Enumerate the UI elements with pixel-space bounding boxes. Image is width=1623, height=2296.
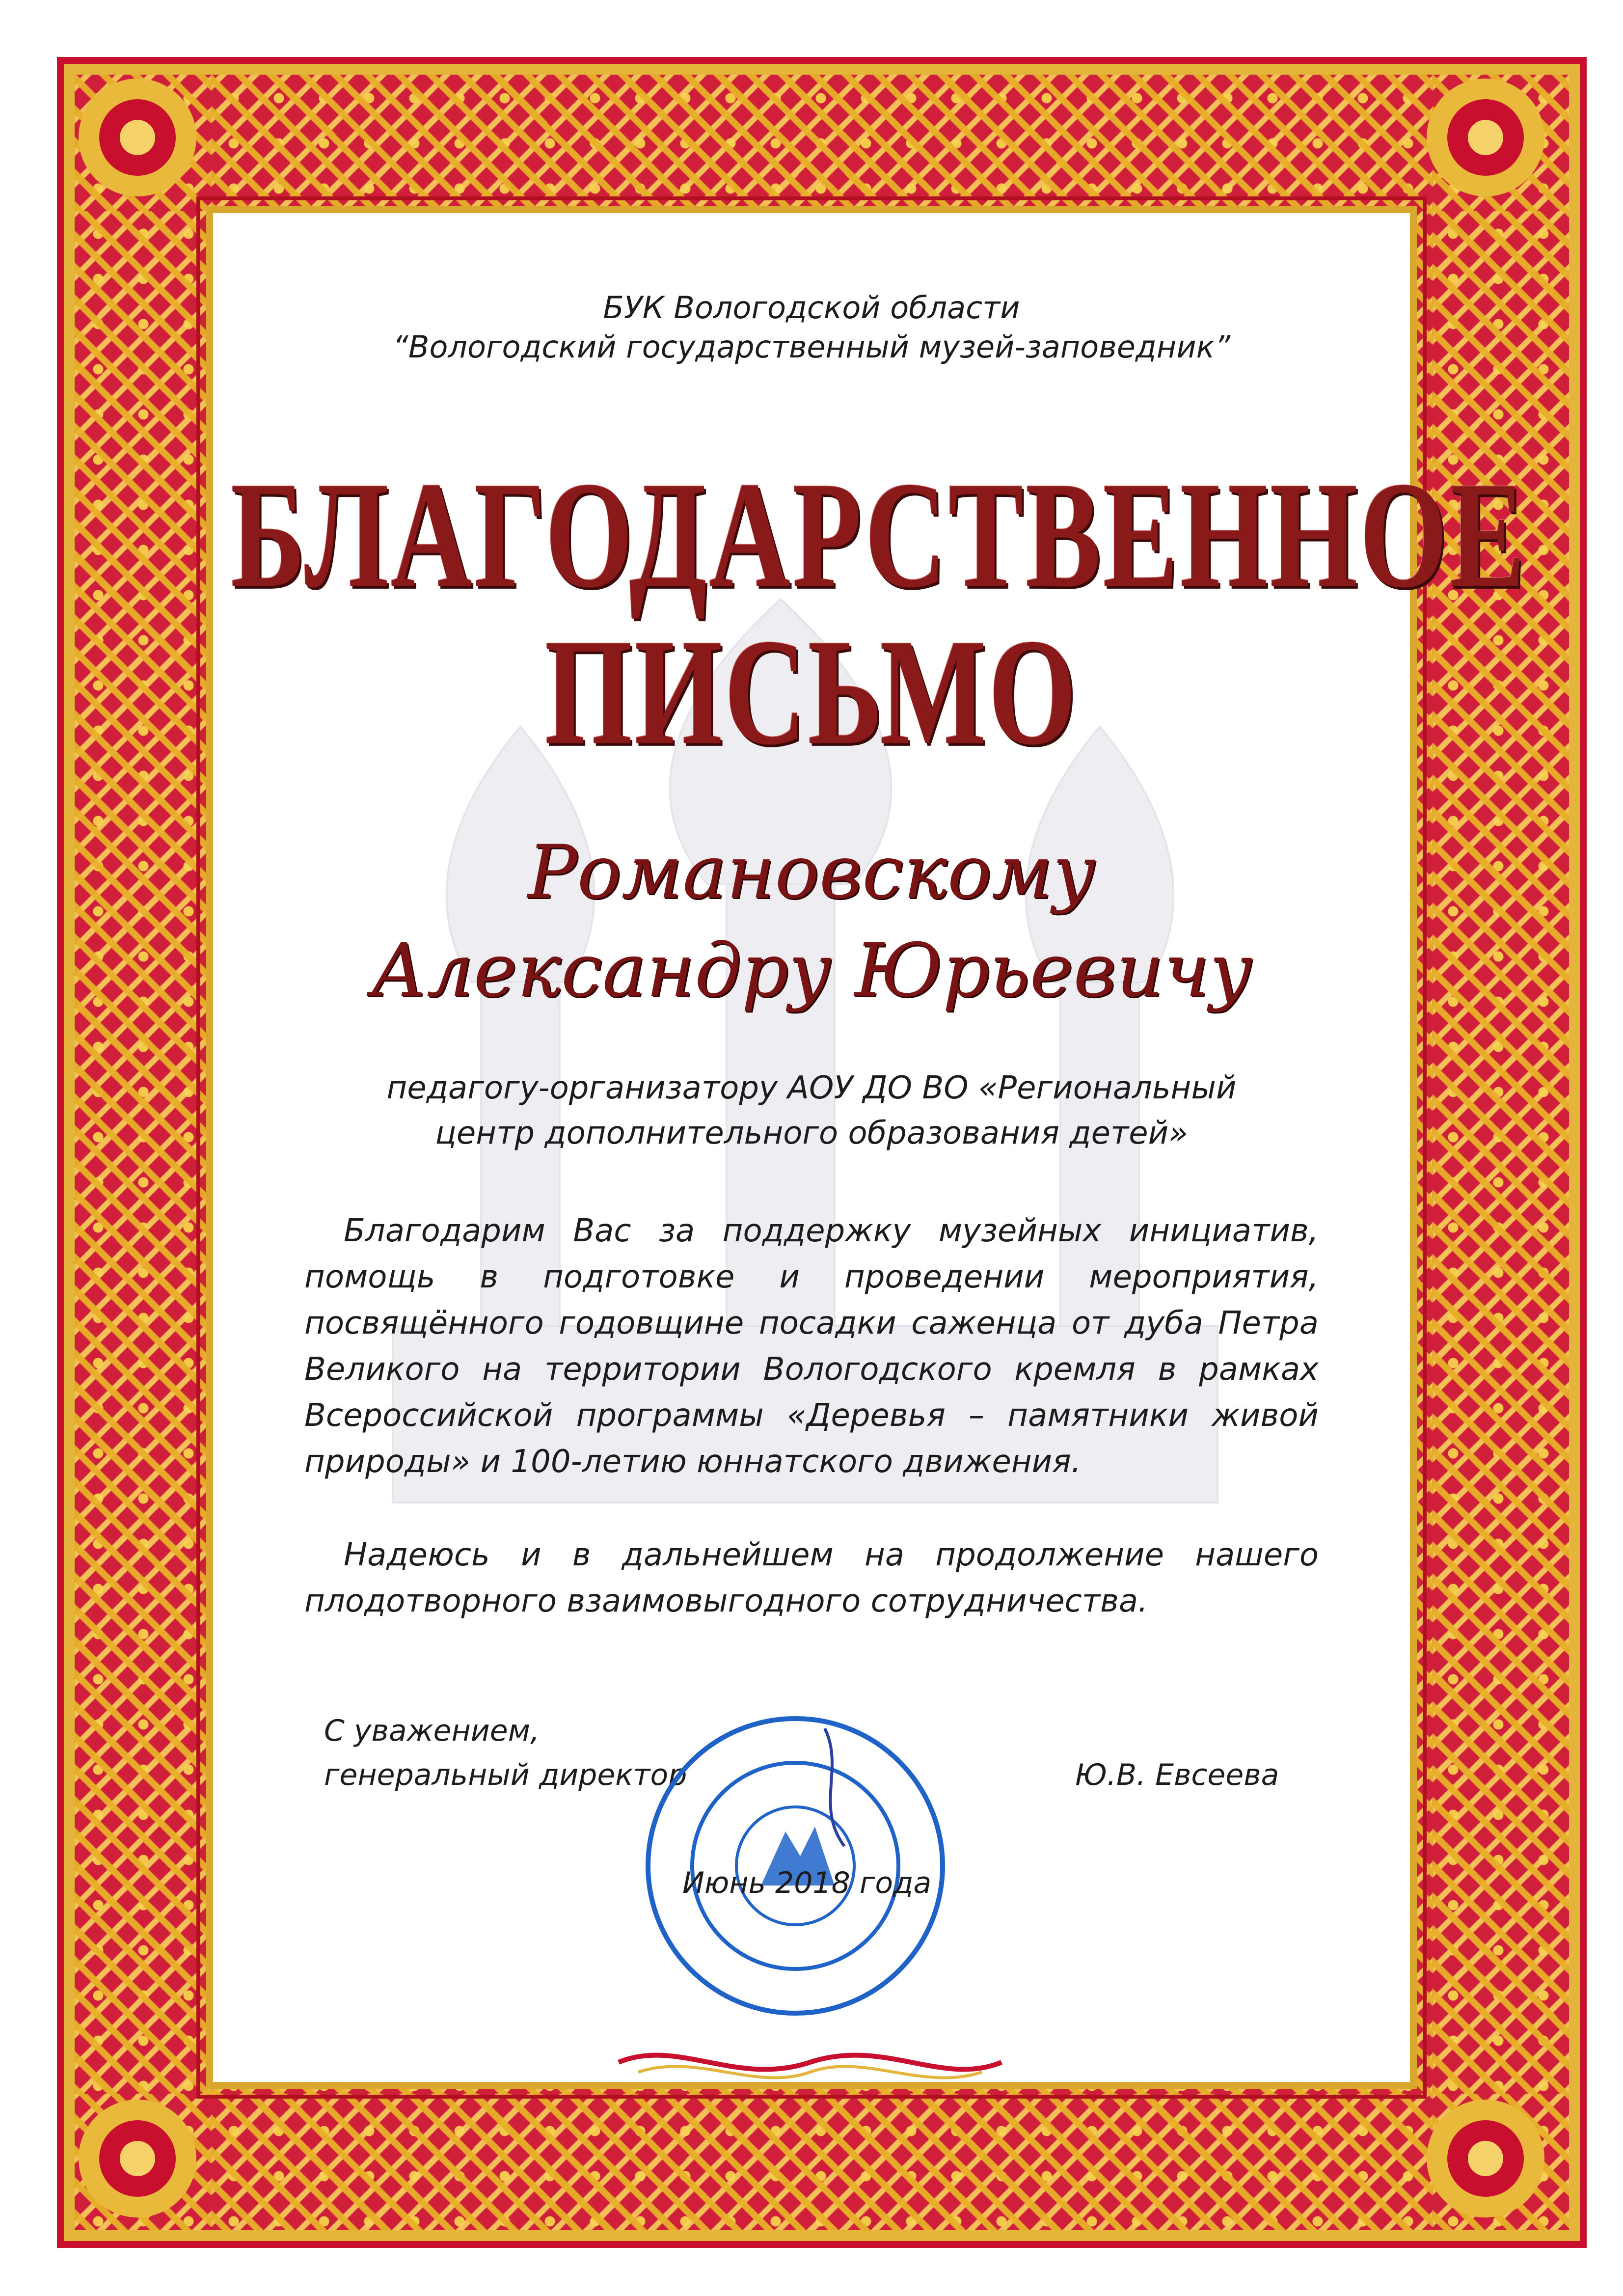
- recipient-name: Александру Юрьевичу: [371, 928, 1252, 1013]
- corner-ornament-top-right: [1412, 64, 1559, 211]
- signature-date: Июнь 2018 года: [682, 1866, 932, 1900]
- body-paragraph-1: [304, 1208, 1319, 1485]
- organization-line-2: “Вологодский государственный музей-заповедник”: [392, 329, 1231, 365]
- corner-ornament-bottom-right: [1412, 2085, 1559, 2232]
- recipient-position-line-1: педагогу-организатору АОУ ДО ВО «Региональный: [386, 1070, 1237, 1106]
- recipient-surname: Романовскому: [527, 830, 1096, 915]
- corner-ornament-bottom-left: [64, 2085, 211, 2232]
- signature-regards: С уважением,: [324, 1714, 540, 1748]
- title-line-2: ПИСЬМО: [544, 607, 1079, 776]
- corner-ornament-top-left: [64, 64, 211, 211]
- recipient-position-line-2: центр дополнительного образования детей»: [435, 1115, 1188, 1151]
- body-paragraph-2-text: Надеюсь и в дальнейшем на продолжение нашего плодотворного взаимовыгодного сотрудничества.: [304, 1537, 1319, 1619]
- organization-line-1: БУК Вологодской области: [603, 290, 1020, 326]
- body-paragraph-1-text: Благодарим Вас за поддержку музейных инициатив, помощь в подготовке и проведении мероприятия, посвящённого годовщине посадки саженца от дуба Петра Великого на территории Вологодского кремля в рамках Всероссийской программы «Деревья – памятники живой природы» и 100-летию юннатского движения.: [304, 1213, 1319, 1480]
- title-line-1: БЛАГОДАРСТВЕННОЕ: [231, 450, 1527, 619]
- signature-signer: Ю.В. Евсеева: [1075, 1758, 1279, 1792]
- body-paragraph-2: [304, 1532, 1319, 1624]
- bottom-ornament: [609, 2033, 1011, 2092]
- signature-role: генеральный директор: [324, 1758, 687, 1792]
